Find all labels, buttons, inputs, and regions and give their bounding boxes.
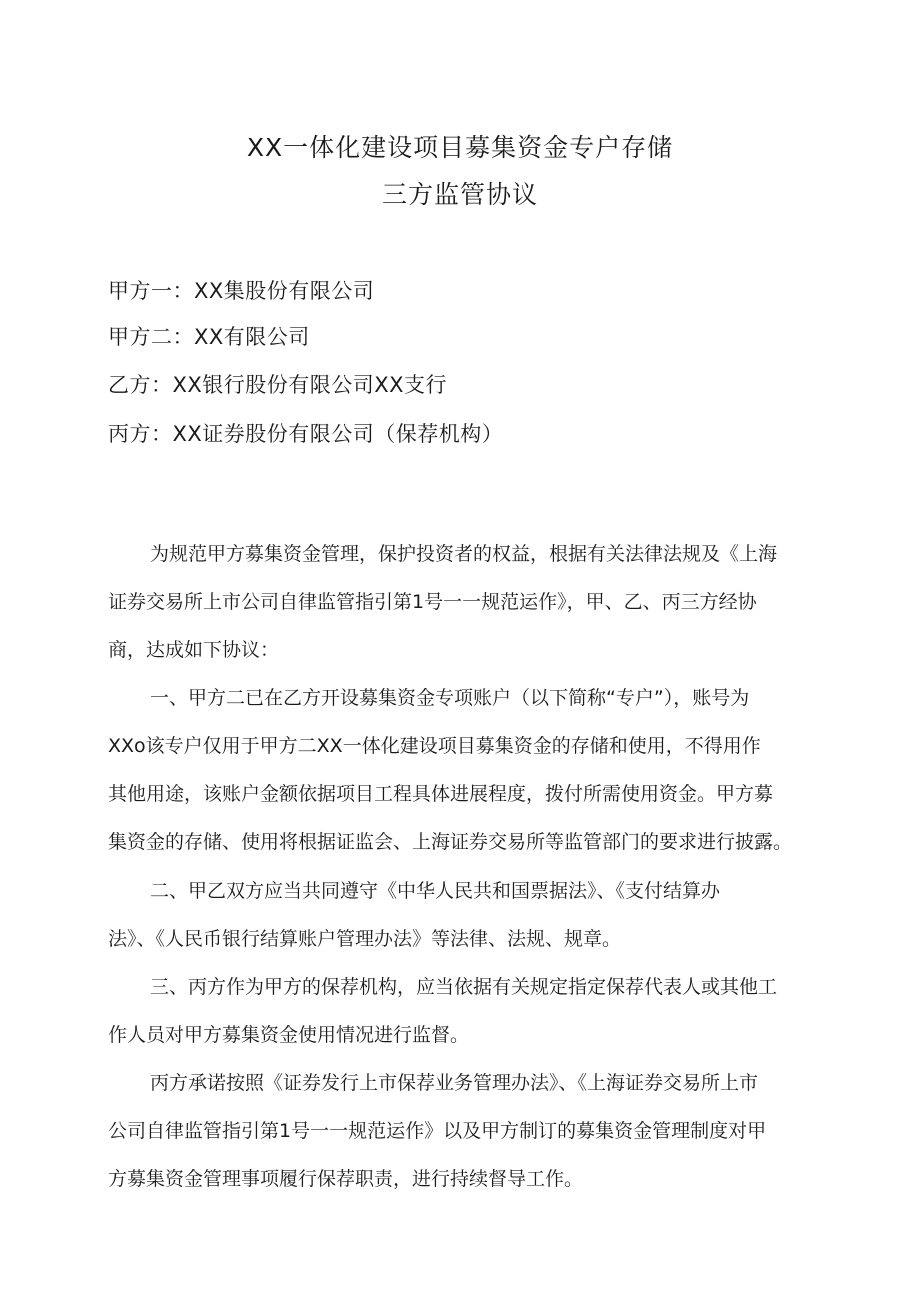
body-line: 丙方承诺按照《证券发行上市保荐业务管理办法》、《上海证券交易所上市	[150, 1072, 759, 1094]
party-c: 丙方：XX证券股份有限公司（保荐机构）	[108, 422, 504, 446]
body-line: 作人员对甲方募集资金使用情况进行监督。	[108, 1024, 470, 1046]
party-a2: 甲方二：XX有限公司	[108, 325, 310, 349]
document-title-line-2: 三方监管协议	[381, 180, 538, 209]
body-line: 公司自律监管指引第1号一一规范运作》以及甲方制订的募集资金管理制度对甲	[108, 1120, 767, 1142]
party-b: 乙方：XX银行股份有限公司XX支行	[108, 373, 448, 397]
body-line: 二、甲乙双方应当共同遵守《中华人民共和国票据法》、《支付结算办	[150, 880, 721, 902]
body-line: XXo该专户仅用于甲方二XX一体化建设项目募集资金的存储和使用，不得用作	[108, 735, 761, 757]
body-line: 证券交易所上市公司自律监管指引第1号一一规范运作》，甲、乙、丙三方经协	[108, 591, 757, 613]
body-line: 三、丙方作为甲方的保荐机构，应当依据有关规定指定保荐代表人或其他工	[150, 976, 778, 998]
body-line: 为规范甲方募集资金管理，保护投资者的权益，根据有关法律法规及《上海	[150, 543, 778, 565]
body-line: 商，达成如下协议：	[108, 639, 280, 661]
body-line: 其他用途，该账户金额依据项目工程具体进展程度，拨付所需使用资金。甲方募	[108, 783, 774, 805]
document-title-line-1: XX一体化建设项目募集资金专户存储	[246, 133, 674, 162]
body-line: 方募集资金管理事项履行保荐职责，进行持续督导工作。	[108, 1168, 584, 1190]
party-a1: 甲方一：XX集股份有限公司	[108, 279, 375, 303]
body-line: 法》、《人民币银行结算账户管理办法》等法律、法规、规章。	[108, 928, 622, 950]
body-line: 集资金的存储、使用将根据证监会、上海证券交易所等监管部门的要求进行披露。	[108, 831, 793, 853]
body-line: 一、甲方二已在乙方开设募集资金专项账户（以下简称“专户”），账号为	[150, 687, 750, 709]
